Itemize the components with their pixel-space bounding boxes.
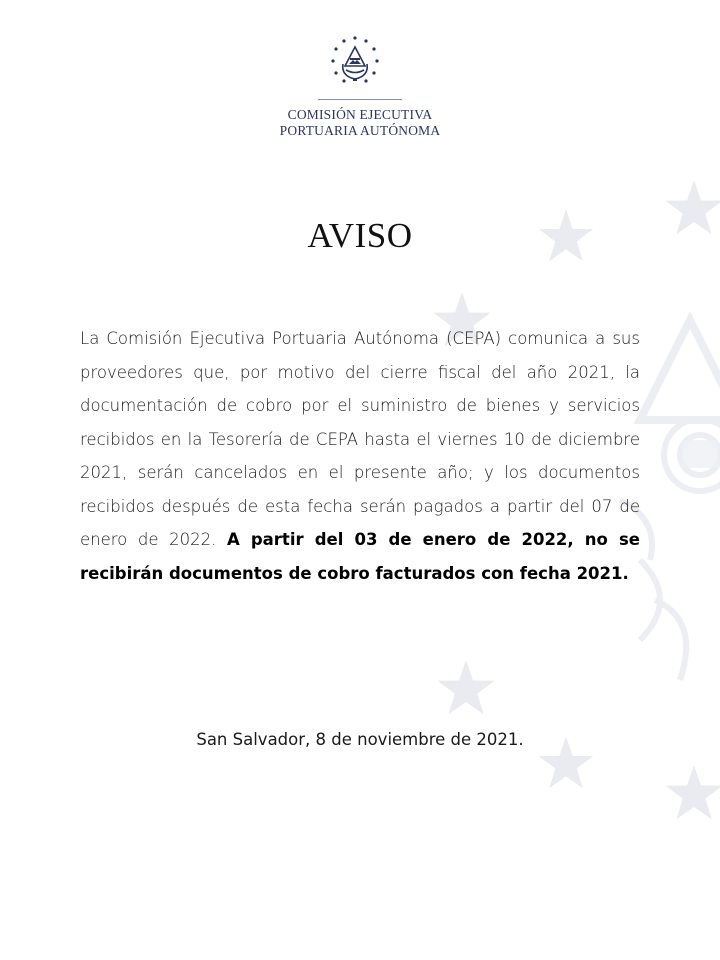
org-name-line1: COMISIÓN EJECUTIVA	[287, 107, 433, 122]
org-name-line2: PORTUARIA AUTÓNOMA	[279, 123, 441, 138]
notice-title: AVISO	[307, 216, 413, 255]
notice-body-bold: A partir del 03 de enero de 2022, no se recibirán documentos de cobro facturados con fecha 2021.	[80, 530, 640, 583]
header-divider	[318, 99, 402, 100]
coat-of-arms-icon	[328, 34, 382, 88]
watermark-star-icon	[438, 660, 495, 714]
place-date: San Salvador, 8 de noviembre de 2021.	[196, 730, 524, 749]
notice-body	[80, 322, 640, 590]
notice-body-regular: La Comisión Ejecutiva Portuaria Autónoma (CEPA) comunica a sus proveedores que, por motivo del cierre fiscal del año 2021, la documentación de cobro por el suministro de bienes y servicios recibidos en la Tesorería de CEPA hasta el viernes 10 de diciembre 2021, serán cancelados en el presente año; y los documentos recibidos después de esta fecha serán pagados a partir del 07 de enero de 2022.	[80, 329, 640, 549]
watermark-star-icon	[666, 765, 720, 819]
